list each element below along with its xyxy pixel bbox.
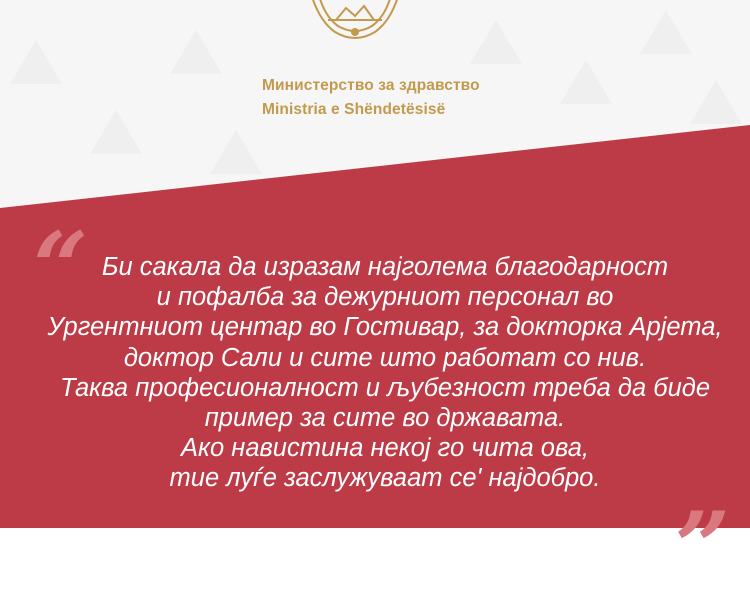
quote-line: пример за сите во државата. [204, 404, 566, 433]
pattern-triangle [640, 10, 692, 54]
state-emblem-icon [300, 0, 410, 50]
quote-line: Таква професионалност и љубезност треба да биде [59, 373, 711, 402]
pattern-triangle [90, 110, 142, 154]
pattern-triangle [210, 130, 262, 174]
open-quote-mark: “ [33, 211, 89, 324]
ministry-name [262, 74, 562, 122]
pattern-triangle [560, 60, 612, 104]
quote-line: Ургентниот центар во Гостивар, за докторка Арјета, [47, 313, 723, 342]
quote-line: и пофалба за дежурниот персонал во [156, 283, 614, 312]
ministry-name-albanian: Ministria e Shëndetësisë [262, 101, 446, 118]
quote-line: тие луѓе заслужуваат се' најдобро. [169, 464, 601, 493]
pattern-triangle [170, 30, 222, 74]
close-quote-mark: ” [675, 491, 731, 604]
testimonial-quote [20, 252, 750, 494]
quote-line: доктор Сали и сите што работат со нив. [123, 343, 647, 372]
quote-line: Би сакала да изразам најголема благодарност [101, 253, 669, 281]
ministry-name-macedonian: Министерство за здравство [262, 77, 480, 94]
pattern-triangle [470, 20, 522, 64]
quote-line: Ако навистина некој го чита ова, [180, 434, 590, 463]
pattern-triangle [690, 80, 742, 124]
pattern-triangle [10, 40, 62, 84]
